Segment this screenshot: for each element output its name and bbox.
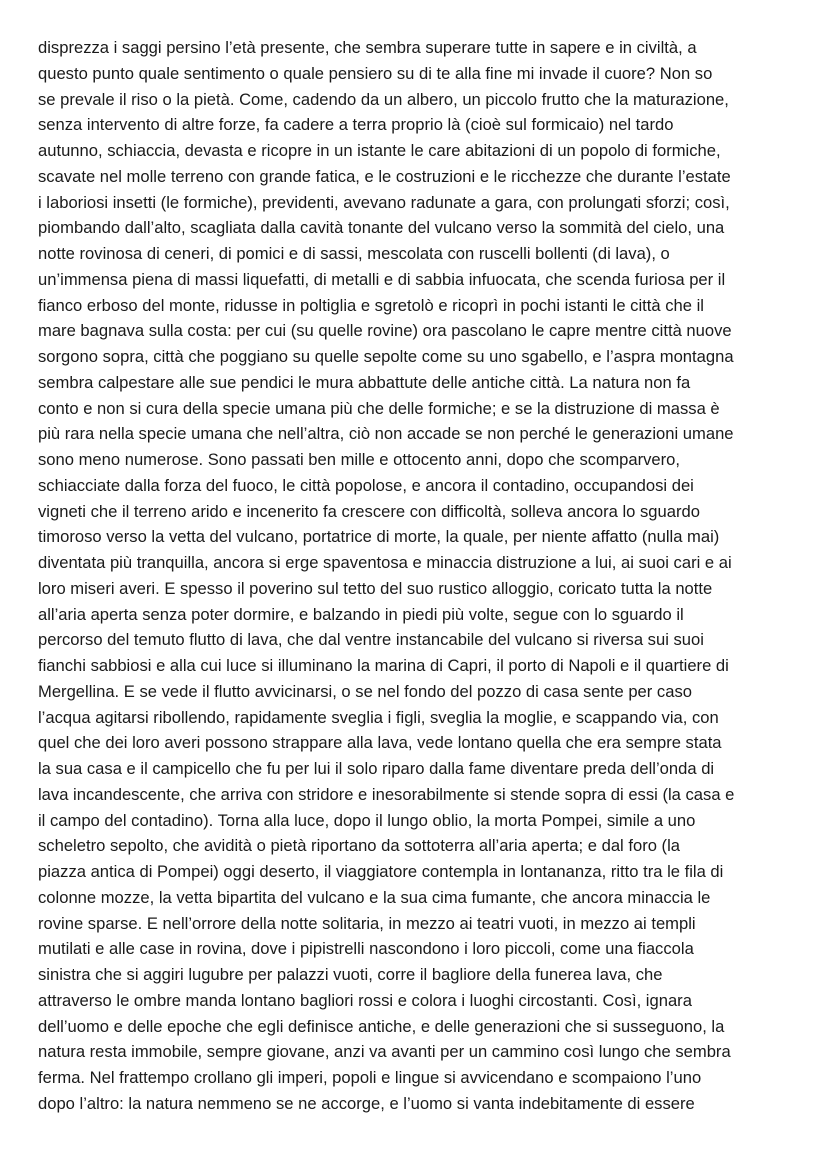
text-line: più rara nella specie umana che nell’altra, ciò non accade se non perché le generazioni umane <box>38 424 734 444</box>
text-line: un’immensa piena di massi liquefatti, di metalli e di sabbia infuocata, che scenda furiosa per il <box>38 269 726 289</box>
paragraph-text <box>38 38 808 1120</box>
text-line: senza intervento di altre forze, fa cadere a terra proprio là (cioè sul formicaio) nel tardo <box>38 115 674 135</box>
text-line: l’acqua agitarsi ribollendo, rapidamente sveglia i figli, sveglia la moglie, e scappando via, con <box>38 707 719 727</box>
text-line: fianco erboso del monte, ridusse in poltiglia e sgretolò e ricoprì in pochi istanti le città che il <box>38 295 704 315</box>
text-line: colonne mozze, la vetta bipartita del vulcano e la sua cima fumante, che ancora minaccia le <box>38 887 711 907</box>
text-line: se prevale il riso o la pietà. Come, cadendo da un albero, un piccolo frutto che la maturazione, <box>38 89 729 109</box>
text-line: disprezza i saggi persino l’età presente, che sembra superare tutte in sapere e in civiltà, a <box>38 38 697 57</box>
text-line: dopo l’altro: la natura nemmeno se ne accorge, e l’uomo si vanta indebitamente di essere <box>38 1093 695 1113</box>
text-line: sono meno numerose. Sono passati ben mille e ottocento anni, dopo che scomparvero, <box>38 450 681 469</box>
text-line: natura resta immobile, sempre giovane, anzi va avanti per un cammino così lungo che sembra <box>38 1042 731 1062</box>
text-line: piombando dall’alto, scagliata dalla cavità tonante del vulcano verso la sommità del cielo, una <box>38 218 725 238</box>
text-line: questo punto quale sentimento o quale pensiero su di te alla fine mi invade il cuore? Non so <box>38 63 713 83</box>
text-line: lava incandescente, che arriva con stridore e inesorabilmente si stende sopra di essi (la casa e <box>38 784 735 804</box>
text-line: all’aria aperta senza poter dormire, e balzando in piedi più volte, segue con lo sguardo il <box>38 604 684 624</box>
text-line: piazza antica di Pompei) oggi deserto, il viaggiatore contempla in lontananza, ritto tra le fila di <box>38 862 724 881</box>
text-line: percorso del temuto flutto di lava, che dal ventre instancabile del vulcano si riversa sui suoi <box>38 630 704 650</box>
text-line: dell’uomo e delle epoche che egli definisce antiche, e delle generazioni che si susseguono, la <box>38 1016 725 1036</box>
text-line: il campo del contadino). Torna alla luce, dopo il lungo oblio, la morta Pompei, simile a uno <box>38 810 696 830</box>
text-line: scavate nel molle terreno con grande fatica, e le costruzioni e le ricchezze che durante l’estate <box>38 166 731 186</box>
text-line: sembra calpestare alle sue pendici le mura abbattute delle antiche città. La natura non fa <box>38 372 691 392</box>
text-line: timoroso verso la vetta del vulcano, portatrice di morte, la quale, per niente affatto (nulla mai) <box>38 527 720 547</box>
text-line: schiacciate dalla forza del fuoco, le città popolose, e ancora il contadino, occupandosi dei <box>38 475 694 495</box>
text-line: Mergellina. E se vede il flutto avvicinarsi, o se nel fondo del pozzo di casa sente per caso <box>38 681 692 701</box>
text-line: conto e non si cura della specie umana più che delle formiche; e se la distruzione di massa è <box>38 398 720 418</box>
text-line: sorgono sopra, città che poggiano su quelle sepolte come su uno sgabello, e l’aspra montagna <box>38 347 734 366</box>
text-line: la sua casa e il campicello che fu per lui il solo riparo dalla fame diventare preda dell’onda di <box>38 759 715 778</box>
text-line: diventata più tranquilla, ancora si erge spaventosa e minaccia distruzione a lui, ai suoi cari e ai <box>38 553 732 572</box>
text-line: notte rovinosa di ceneri, di pomici e di sassi, mescolata con ruscelli bollenti (di lava), o <box>38 244 670 263</box>
text-line: sinistra che si aggiri lugubre per palazzi vuoti, corre il bagliore della funerea lava, che <box>38 965 663 984</box>
text-line: i laboriosi insetti (le formiche), previdenti, avevano radunate a gara, con prolungati sforzi; così, <box>38 192 730 212</box>
text-line: mutilati e alle case in rovina, dove i pipistrelli nascondono i loro piccoli, come una fiaccola <box>38 939 694 959</box>
text-line: vigneti che il terreno arido e incenerito fa crescere con difficoltà, solleva ancora lo sguardo <box>38 501 700 521</box>
text-line: scheletro sepolto, che avidità o pietà riportano da sottoterra all’aria aperta; e dal foro (la <box>38 836 680 856</box>
text-line: attraverso le ombre manda lontano bagliori rossi e colora i luoghi circostanti. Così, ignara <box>38 990 692 1010</box>
text-line: ferma. Nel frattempo crollano gli imperi, popoli e lingue si avvicendano e scompaiono l’uno <box>38 1068 702 1087</box>
text-line: rovine sparse. E nell’orrore della notte solitaria, in mezzo ai teatri vuoti, in mezzo ai templi <box>38 913 696 933</box>
text-line: fianchi sabbiosi e alla cui luce si illuminano la marina di Capri, il porto di Napoli e il quartiere di <box>38 656 729 675</box>
text-line: autunno, schiaccia, devasta e ricopre in un istante le care abitazioni di un popolo di formiche, <box>38 141 721 160</box>
text-line: mare bagnava sulla costa: per cui (su quelle rovine) ora pascolano le capre mentre città nuove <box>38 321 732 341</box>
text-line: loro miseri averi. E spesso il poverino sul tetto del suo rustico alloggio, coricato tutta la notte <box>38 578 713 598</box>
text-line: quel che dei loro averi possono strappare alla lava, vede lontano quella che era sempre stata <box>38 733 722 753</box>
